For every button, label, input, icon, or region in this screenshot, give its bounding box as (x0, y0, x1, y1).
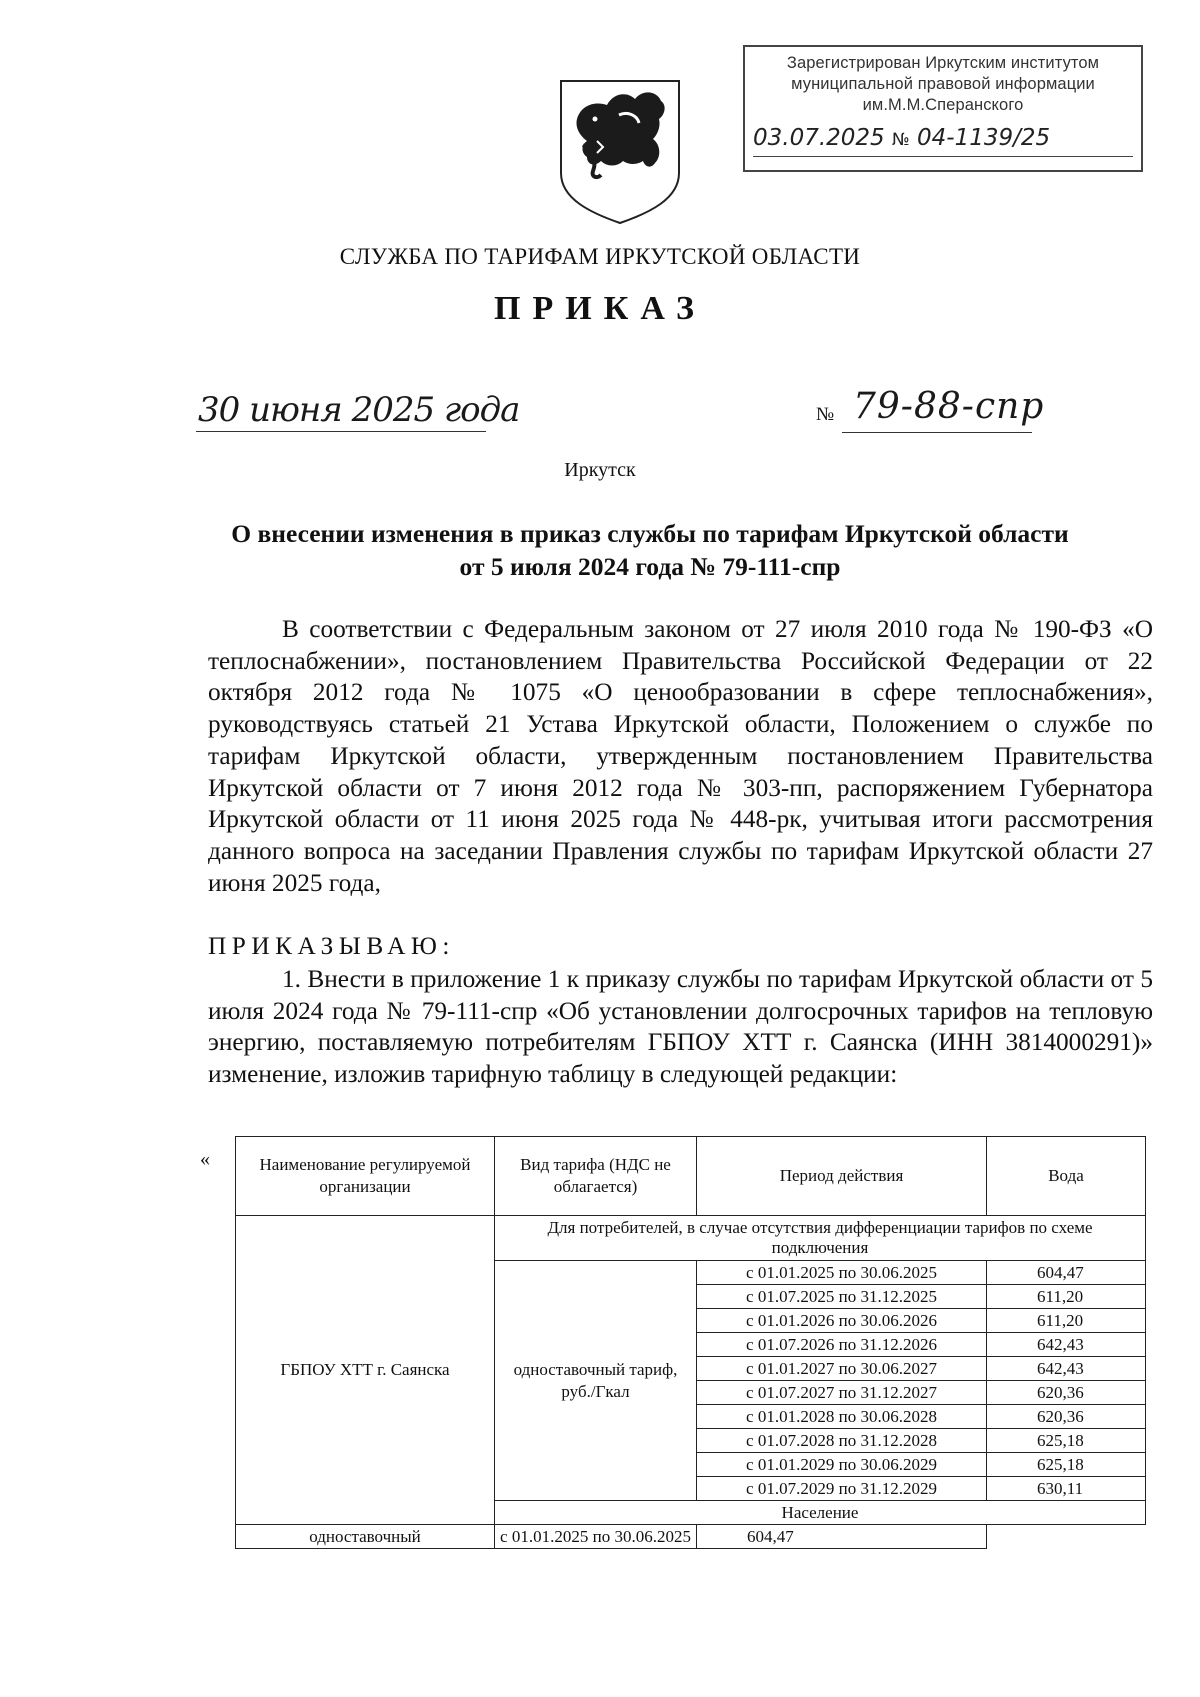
preamble-paragraph: В соответствии с Федеральным законом от 27 июля 2010 года № 190-ФЗ «О теплоснабжении», постановлением Правительства Российской Федерации от 22 октября 2012 года № 1075 «О ценообразовании в сфере теплоснабжения», руководствуясь статьей 21 Устава Иркутской области, Положением о службе по тарифам Иркутской области, утвержденным постановлением Правительства Иркутской области от 7 июня 2012 года № 303-пп, распоряжением Губернатора Иркутской области от 11 июня 2025 года № 448-рк, учитывая итоги рассмотрения данного вопроса на заседании Правления службы по тарифам Иркутской области 27 июня 2025 года, (208, 615, 1153, 897)
stamp-line-1: Зарегистрирован Иркутским институтом (786, 54, 1100, 72)
tariff-type-cell: одноставочный тариф, руб./Гкал (495, 1261, 697, 1501)
document-type-title: ПРИКАЗ (494, 290, 706, 327)
period-cell: с 01.07.2028 по 31.12.2028 (697, 1429, 987, 1453)
period-cell: с 01.01.2025 по 30.06.2025 (495, 1525, 697, 1549)
order-number-handwritten: 79-88-спр (853, 386, 1045, 427)
header-period: Период действия (697, 1137, 987, 1216)
order-word: ПРИКАЗЫВАЮ: (208, 932, 455, 960)
header-org: Наименование регулируемой организации (236, 1137, 495, 1216)
period-cell: с 01.07.2026 по 31.12.2026 (697, 1333, 987, 1357)
header-water: Вода (987, 1137, 1146, 1216)
water-value-cell: 604,47 (697, 1525, 987, 1549)
tariff-type-cell: одноставочный (236, 1525, 495, 1549)
stamp-reg-no-label: № (892, 130, 910, 150)
subject-line-1: О внесении изменения в приказ службы по тарифам Иркутской области (231, 519, 1069, 548)
order-number-label: № (816, 404, 835, 425)
water-value-cell: 642,43 (987, 1333, 1146, 1357)
number-underline (842, 432, 1032, 433)
org-name-cell: ГБПОУ ХТТ г. Саянска (236, 1216, 495, 1525)
subject-line-2: от 5 июля 2024 года № 79-111-спр (459, 552, 841, 581)
stamp-reg-date: 03.07.2025 (753, 125, 885, 151)
section-label-consumers: Для потребителей, в случае отсутствия дифференциации тарифов по схеме подключения (495, 1216, 1146, 1261)
period-cell: с 01.07.2029 по 31.12.2029 (697, 1477, 987, 1501)
water-value-cell: 630,11 (987, 1477, 1146, 1501)
water-value-cell: 642,43 (987, 1357, 1146, 1381)
stamp-reg-number: 04-1139/25 (917, 125, 1051, 151)
water-value-cell: 620,36 (987, 1381, 1146, 1405)
water-value-cell: 620,36 (987, 1405, 1146, 1429)
water-value-cell: 611,20 (987, 1285, 1146, 1309)
water-value-cell: 625,18 (987, 1453, 1146, 1477)
order-item-1: 1. Внести в приложение 1 к приказу службы по тарифам Иркутской области от 5 июля 2024 года № 79-111-спр «Об установлении долгосрочных тарифов на тепловую энергию, поставляемую потребителям ГБПОУ ХТТ г. Саянска (ИНН 3814000291)» изменение, изложив тарифную таблицу в следующей редакции: (208, 965, 1153, 1089)
stamp-line-3: им.М.М.Сперанского (862, 96, 1024, 114)
section-label-population: Население (495, 1501, 1146, 1525)
city-name: Иркутск (564, 459, 636, 481)
period-cell: с 01.01.2025 по 30.06.2025 (697, 1261, 987, 1285)
date-underline (196, 431, 486, 432)
table-header-row (236, 1137, 1146, 1216)
order-date-handwritten: 30 июня 2025 года (198, 390, 520, 430)
water-value-cell: 604,47 (987, 1261, 1146, 1285)
stamp-line-2: муниципальной правовой информации (791, 75, 1095, 93)
stamp-registration-line (753, 125, 1133, 163)
registration-stamp (743, 45, 1143, 172)
section-row (236, 1216, 1146, 1261)
period-cell: с 01.07.2025 по 31.12.2025 (697, 1285, 987, 1309)
period-cell: с 01.01.2028 по 30.06.2028 (697, 1405, 987, 1429)
period-cell: с 01.01.2027 по 30.06.2027 (697, 1357, 987, 1381)
water-value-cell: 611,20 (987, 1309, 1146, 1333)
period-cell: с 01.01.2026 по 30.06.2026 (697, 1309, 987, 1333)
period-cell: с 01.01.2029 по 30.06.2029 (697, 1453, 987, 1477)
order-subject (150, 517, 1150, 583)
period-cell: с 01.07.2027 по 31.12.2027 (697, 1381, 987, 1405)
header-tariff-type: Вид тарифа (НДС не облагается) (495, 1137, 697, 1216)
tariff-table (235, 1136, 1146, 1549)
agency-name: СЛУЖБА ПО ТАРИФАМ ИРКУТСКОЙ ОБЛАСТИ (339, 244, 861, 269)
opening-quote: « (200, 1148, 210, 1170)
table-row (236, 1525, 1146, 1549)
water-value-cell: 625,18 (987, 1429, 1146, 1453)
coat-of-arms-emblem (557, 75, 683, 225)
